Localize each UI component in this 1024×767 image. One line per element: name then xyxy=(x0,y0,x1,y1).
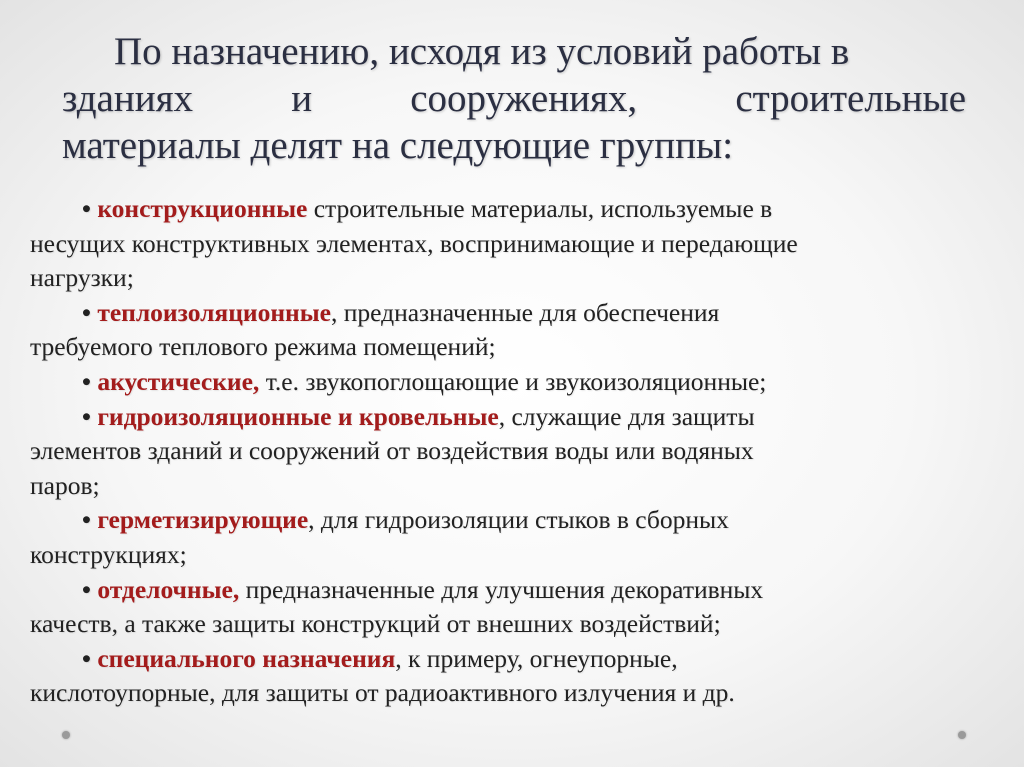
item-text: несущих конструктивных элементах, воспринимающие и передающие xyxy=(30,228,798,258)
item-text: требуемого теплового режима помещений; xyxy=(30,332,496,362)
item-text: , для гидроизоляции стыков в сборных xyxy=(308,505,729,535)
list-item xyxy=(30,400,990,504)
heading-word: и xyxy=(291,77,313,120)
item-text: строительные материалы, используемые в xyxy=(307,194,773,223)
item-term: конструкционные xyxy=(97,194,308,223)
list-item xyxy=(30,642,990,711)
list-item xyxy=(30,573,990,642)
item-text: предназначенные для улучшения декоративных xyxy=(239,574,764,604)
bullet-icon: • xyxy=(82,297,91,327)
list-item xyxy=(30,296,990,365)
bullet-list xyxy=(30,192,990,711)
bullet-icon: • xyxy=(82,505,91,535)
item-term: специального назначения xyxy=(97,643,396,673)
item-term: акустические, xyxy=(97,366,260,396)
decorative-dot-right xyxy=(958,731,966,739)
bullet-icon: • xyxy=(82,643,91,673)
bullet-icon: • xyxy=(82,194,91,223)
item-text: паров; xyxy=(30,470,100,500)
item-term: герметизирующие xyxy=(97,505,309,535)
decorative-dot-left xyxy=(62,731,70,739)
heading-line-3: материалы делят на следующие группы: xyxy=(62,124,734,167)
item-text: , предназначенные для обеспечения xyxy=(330,297,720,327)
item-text: кислотоупорные, для защиты от радиоактивного излучения и др. xyxy=(30,678,735,708)
list-item xyxy=(30,192,990,296)
item-text: , к примеру, огнеупорные, xyxy=(395,643,678,673)
list-item xyxy=(30,503,990,572)
item-text: т.е. звукопоглощающие и звукоизоляционные; xyxy=(259,366,767,396)
heading-word: сооружениях, xyxy=(410,77,638,120)
item-text: качеств, а также защиты конструкций от внешних воздействий; xyxy=(30,609,721,639)
item-term: теплоизоляционные xyxy=(97,297,331,327)
item-term: гидроизоляционные и кровельные xyxy=(97,401,499,431)
heading-line-2 xyxy=(62,75,966,122)
slide-heading xyxy=(62,28,966,169)
item-term: отделочные, xyxy=(97,574,240,604)
item-text: нагрузки; xyxy=(30,263,134,293)
item-text: конструкциях; xyxy=(30,539,187,569)
bullet-icon: • xyxy=(82,366,91,396)
bullet-icon: • xyxy=(82,401,91,431)
heading-word: зданиях xyxy=(62,77,194,120)
heading-word: строительные xyxy=(735,77,966,120)
bullet-icon: • xyxy=(82,574,91,604)
item-text: , служащие для защиты xyxy=(498,401,755,431)
list-item xyxy=(30,365,990,400)
heading-line-1: По назначению, исходя из условий работы в xyxy=(114,30,850,73)
item-text: элементов зданий и сооружений от воздействия воды или водяных xyxy=(30,436,754,466)
